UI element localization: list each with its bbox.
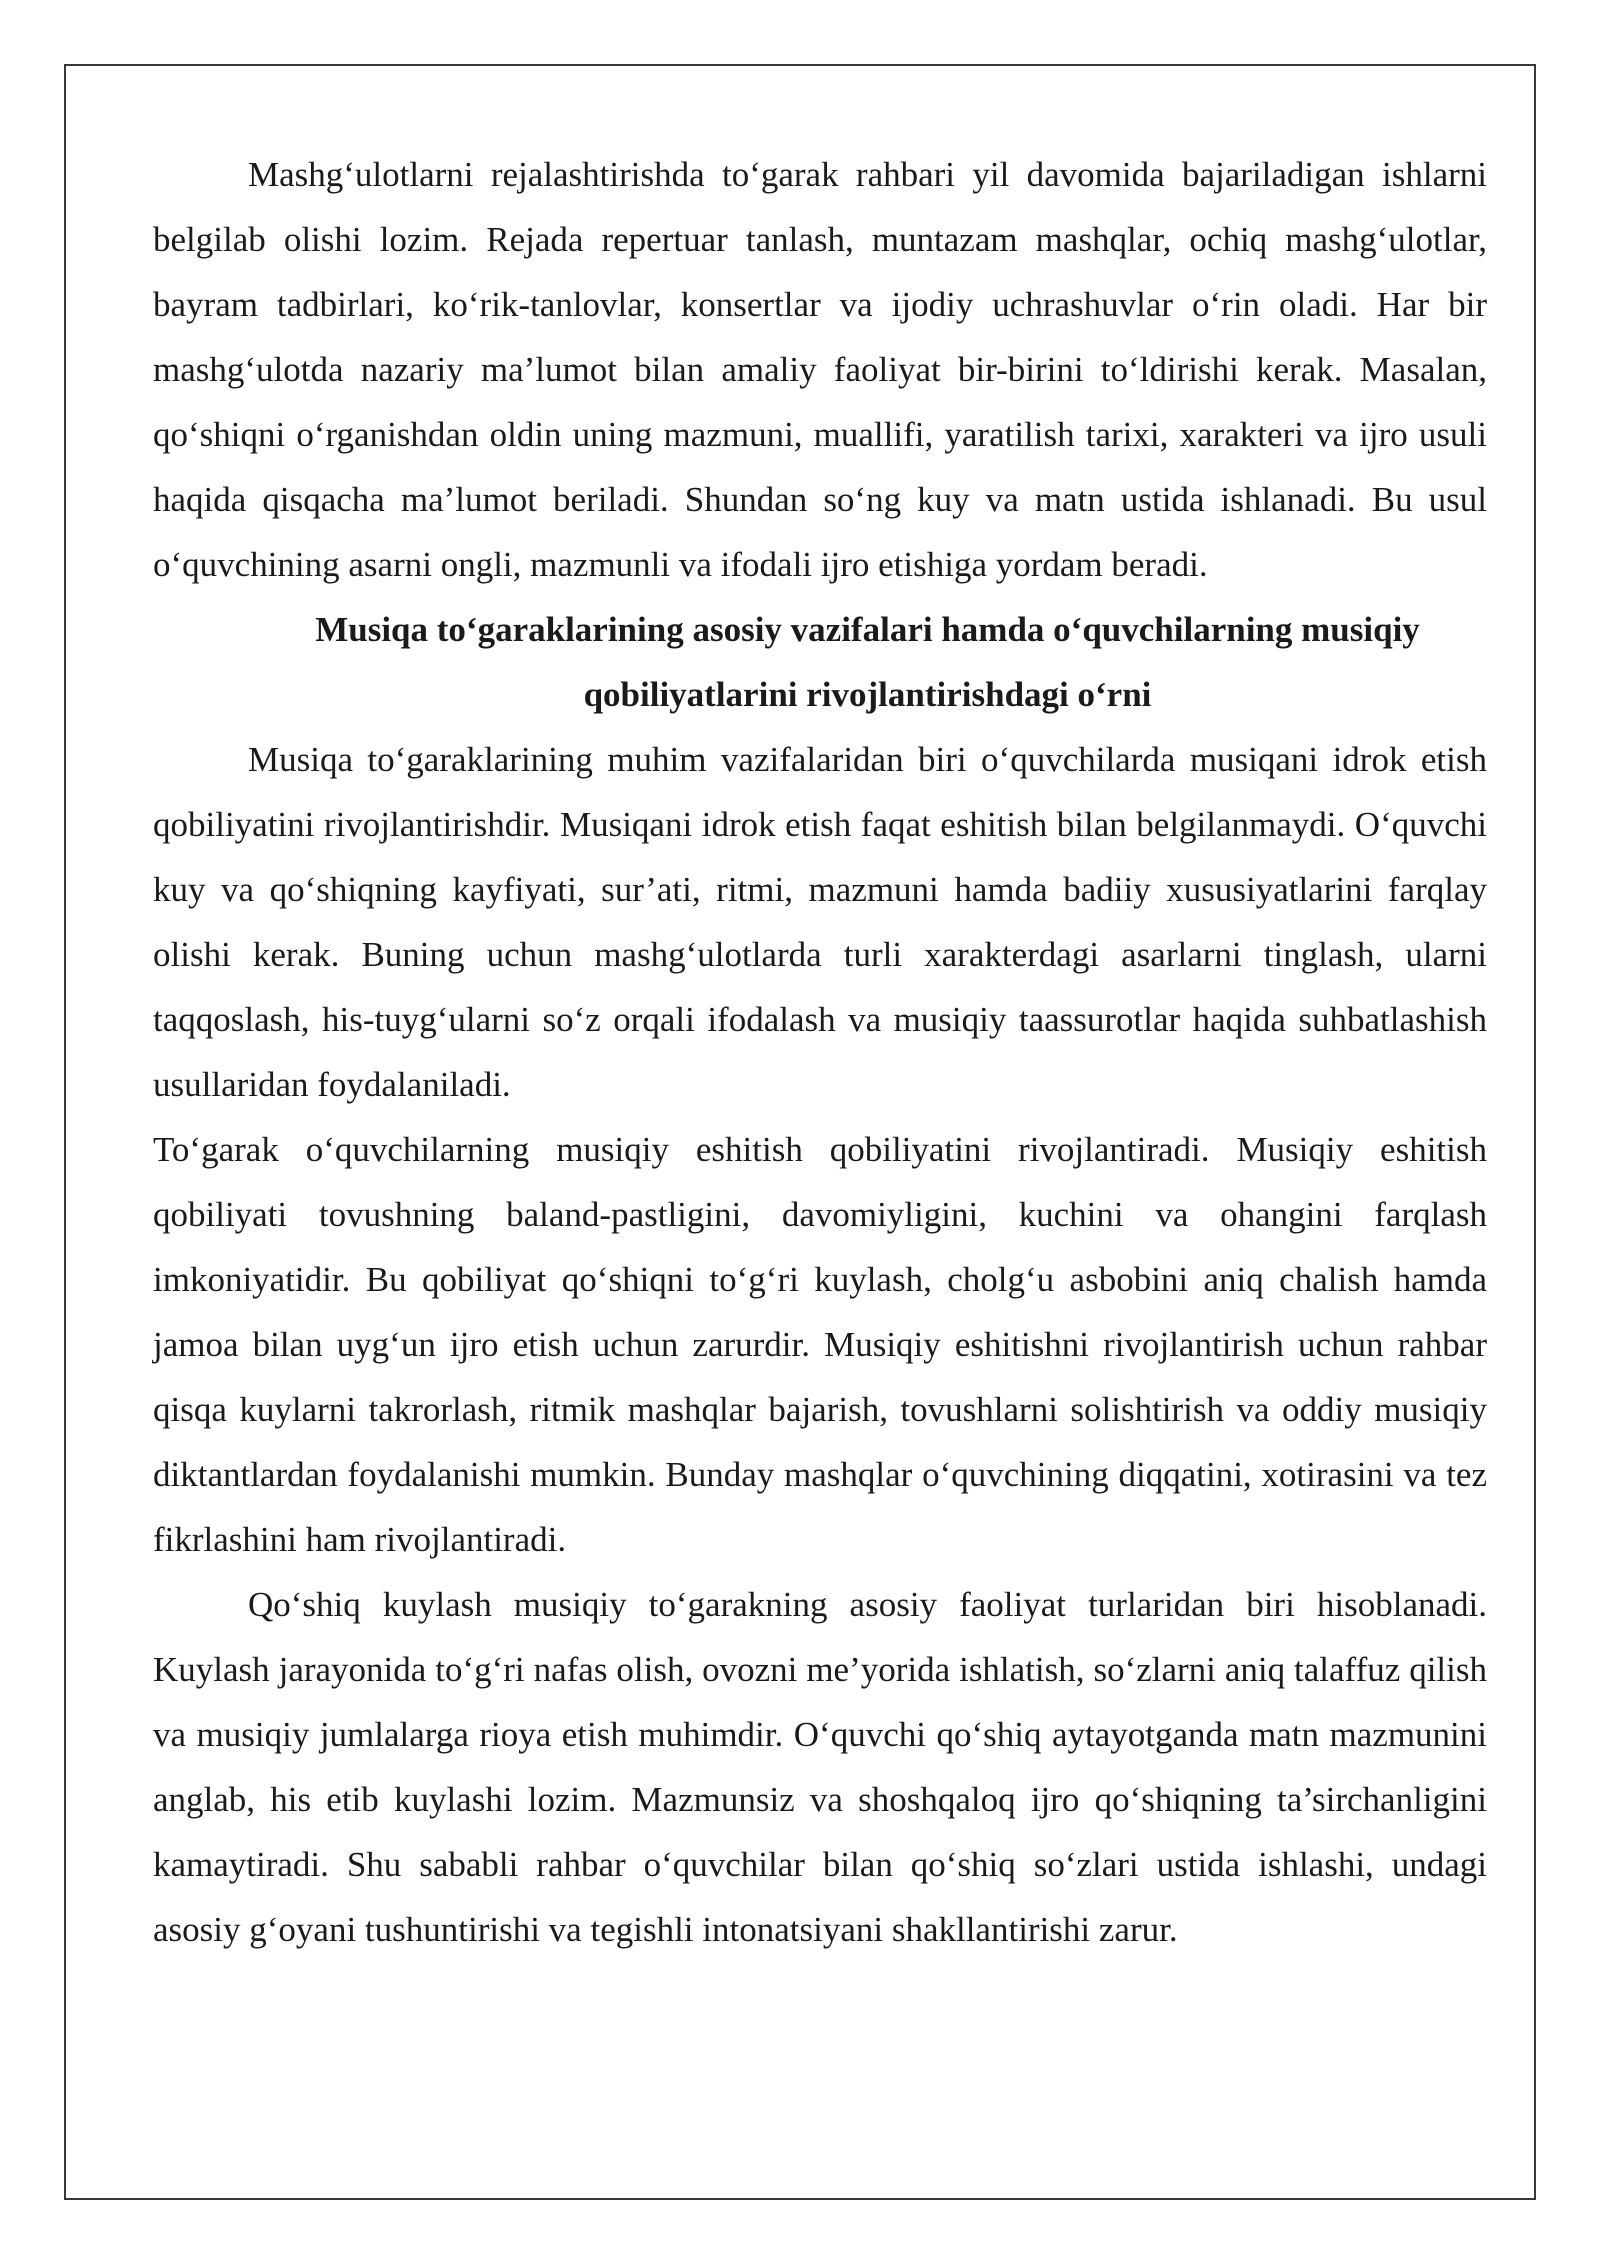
paragraph-perception: Musiqa to‘garaklarining muhim vazifalaridan biri o‘quvchilarda musiqani idrok etish qobiliyatini rivojlantirishdir. Musiqani idrok etish faqat eshitish bilan belgilanmaydi. O‘quvchi kuy va qo‘shiqning kayfiyati, sur’ati, ritmi, mazmuni hamda badiiy xususiyatlarini farqlay olishi kerak. Buning uchun mashg‘ulotlarda turli xarakterdagi asarlarni tinglash, ularni taqqoslash, his-tuyg‘ularni so‘z orqali ifodalash va musiqiy taassurotlar haqida suhbatlashish usullaridan foydalaniladi. bbox=[153, 740, 1487, 1104]
document-body bbox=[153, 142, 1487, 1962]
section-heading: Musiqa to‘garaklarining asosiy vazifalari hamda o‘quvchilarning musiqiy qobiliyatlarini rivojlantirishdagi o‘rni bbox=[315, 610, 1420, 714]
paragraph-singing: Qo‘shiq kuylash musiqiy to‘garakning asosiy faoliyat turlaridan biri hisoblanadi. Kuylash jarayonida to‘g‘ri nafas olish, ovozni me’yorida ishlatish, so‘zlarni aniq talaffuz qilish va musiqiy jumlalarga rioya etish muhimdir. O‘quvchi qo‘shiq aytayotganda matn mazmunini anglab, his etib kuylashi lozim. Mazmunsiz va shoshqaloq ijro qo‘shiqning ta’sirchanligini kamaytiradi. Shu sababli rahbar o‘quvchilar bilan qo‘shiq so‘zlari ustida ishlashi, undagi asosiy g‘oyani tushuntirishi va tegishli intonatsiyani shakllantirishi zarur. bbox=[153, 1585, 1487, 1949]
paragraph-planning: Mashg‘ulotlarni rejalashtirishda to‘garak rahbari yil davomida bajariladigan ishlarni belgilab olishi lozim. Rejada repertuar tanlash, muntazam mashqlar, ochiq mashg‘ulotlar, bayram tadbirlari, ko‘rik-tanlovlar, konsertlar va ijodiy uchrashuvlar o‘rin oladi. Har bir mashg‘ulotda nazariy ma’lumot bilan amaliy faoliyat bir-birini to‘ldirishi kerak. Masalan, qo‘shiqni o‘rganishdan oldin uning mazmuni, muallifi, yaratilish tarixi, xarakteri va ijro usuli haqida qisqacha ma’lumot beriladi. Shundan so‘ng kuy va matn ustida ishlanadi. Bu usul o‘quvchining asarni ongli, mazmunli va ifodali ijro etishiga yordam beradi. bbox=[153, 155, 1487, 584]
paragraph-hearing: To‘garak o‘quvchilarning musiqiy eshitish qobiliyatini rivojlantiradi. Musiqiy eshitish qobiliyati tovushning baland-pastligini, davomiyligini, kuchini va ohangini farqlash imkoniyatidir. Bu qobiliyat qo‘shiqni to‘g‘ri kuylash, cholg‘u asbobini aniq chalish hamda jamoa bilan uyg‘un ijro etish uchun zarurdir. Musiqiy eshitishni rivojlantirish uchun rahbar qisqa kuylarni takrorlash, ritmik mashqlar bajarish, tovushlarni solishtirish va oddiy musiqiy diktantlardan foydalanishi mumkin. Bunday mashqlar o‘quvchining diqqatini, xotirasini va tez fikrlashini ham rivojlantiradi. bbox=[153, 1130, 1487, 1559]
